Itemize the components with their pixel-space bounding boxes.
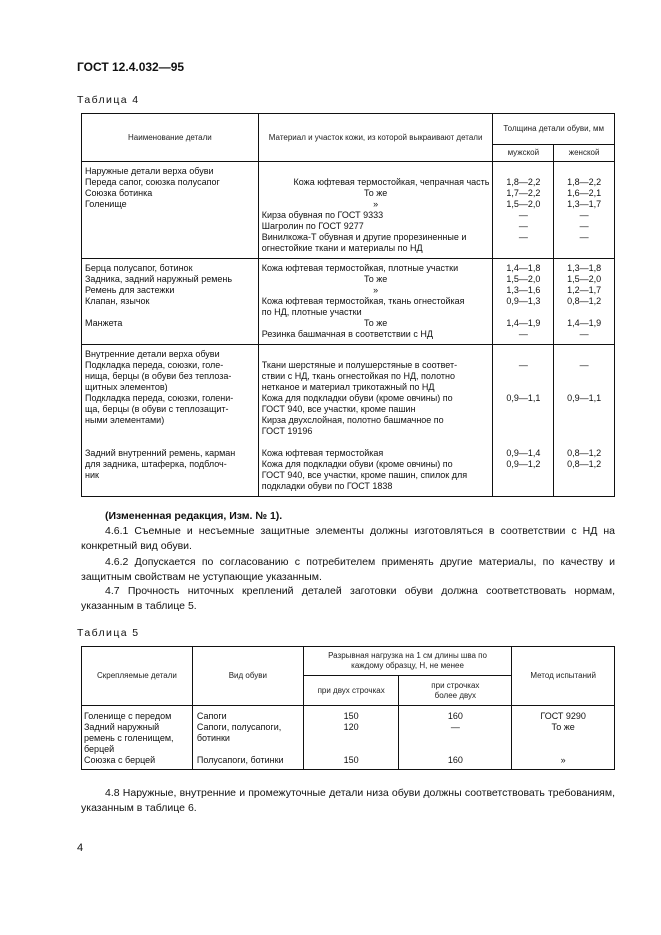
table4-header-material: Материал и участок кожи, из которой выкраивают детали	[258, 114, 493, 162]
table5-header-type: Вид обуви	[192, 647, 303, 706]
table-row: Наружные детали верха обуви Передa сапог, союзка полусапог Союзка ботинка Голенище Кожа юфтевая термостойкая, чепрачная часть То же » Кирза обувная по ГОСТ 9333 Шагролин по ГОСТ 9277 Винилкожа-Т обувная и другие прорезиненные и огнестойкие ткани и материалы по НД 1,8—2,2 1,7—2,2 1,5—2,0 — — — 1,8—2,2 1,6—2,1 1,3—1,7 — — —	[82, 162, 615, 259]
table5-caption: Таблица 5	[77, 627, 140, 639]
table-row: Голенище с передом Задний наружный ремень с голенищем, берцей Союзка с берцей Сапоги Сапоги, полусапоги, ботинки Полусапоги, ботинки 150 120 150 160 — 160 ГОСТ 9290 То же »	[82, 706, 615, 770]
table5-header-method: Метод испытаний	[512, 647, 615, 706]
table5-header-load: Разрывная нагрузка на 1 см длины шва по каждому образцу, Н, не менее	[303, 647, 511, 676]
paragraph-4-6-2: 4.6.2 Допускается по согласованию с потребителем применять другие материалы, по качеству и защитным свойствам не уступающие указанным.	[81, 556, 615, 583]
table4	[81, 113, 615, 497]
table5-header-parts: Скрепляемые детали	[82, 647, 193, 706]
amendment-note: (Измененная редакция, Изм. № 1).	[105, 510, 283, 522]
page-number: 4	[77, 842, 84, 854]
paragraph-4-8: 4.8 Наружные, внутренние и промежуточные детали низа обуви должны соответствовать требованиям, указанным в таблице 6.	[81, 787, 615, 814]
table5	[81, 646, 615, 770]
table4-header-male: мужской	[493, 145, 554, 162]
table4-header-thickness: Толщина детали обуви, мм	[493, 114, 615, 145]
table-row: Берца полусапог, ботинок Задника, задний наружный ремень Ремень для застежки Клапан, язычок Манжета Кожа юфтевая термостойкая, плотные участки То же » Кожа юфтевая термостойкая, ткань огнестойкая по НД, плотные участки То же Резинка башмачная в соответствии с НД 1,4—1,8 1,5—2,0 1,3—1,6 0,9—1,3 1,4—1,9 — 1,3—1,8 1,5—2,0 1,2—1,7 0,8—1,2 1,4—1,9 —	[82, 259, 615, 345]
table4-header-part: Наименование детали	[82, 114, 259, 162]
paragraph-4-6-1: 4.6.1 Съемные и несъемные защитные элементы должны изготовляться в соответствии с НД на конкретный вид обуви.	[81, 525, 615, 552]
paragraph-4-7: 4.7 Прочность ниточных креплений деталей заготовки обуви должна соответствовать нормам, указанным в таблице 5.	[81, 585, 615, 612]
document-title: ГОСТ 12.4.032—95	[77, 60, 185, 74]
table4-header-female: женской	[554, 145, 615, 162]
table5-header-two: при двух строчках	[303, 676, 399, 706]
table5-header-more: при строчках более двух	[399, 676, 512, 706]
table-row: Внутренние детали верха обуви Подкладка передa, союзки, голе- нища, берцы (в обуви без теплоза- щитных элементов) Подкладка передa, союзки, голени- ща, берцы (в обуви с теплозащит- ными элементами) Задний внутренний ремень, карман для задника, штаферка, подблоч- ник Ткани шерстяные и полушерстяные в соответ- ствии с НД, ткань огнестойкая по НД, полотно нетканое и материал трикотажный по НД Кожа для подкладки обуви (кроме овчины) по ГОСТ 940, все участки, кроме пашин Кирза двухслойная, полотно башмачное по ГОСТ 19196 Кожа юфтевая термостойкая Кожа для подкладки обуви (кроме овчины) по ГОСТ 940, все участки, кроме пашин, спилок для подкладки обуви по ГОСТ 1838 — 0,9—1,1 0,9—1,4 0,9—1,2 — 0,9—1,1 0,8—1,2 0,8—1,2	[82, 345, 615, 497]
table4-caption: Таблица 4	[77, 94, 140, 106]
